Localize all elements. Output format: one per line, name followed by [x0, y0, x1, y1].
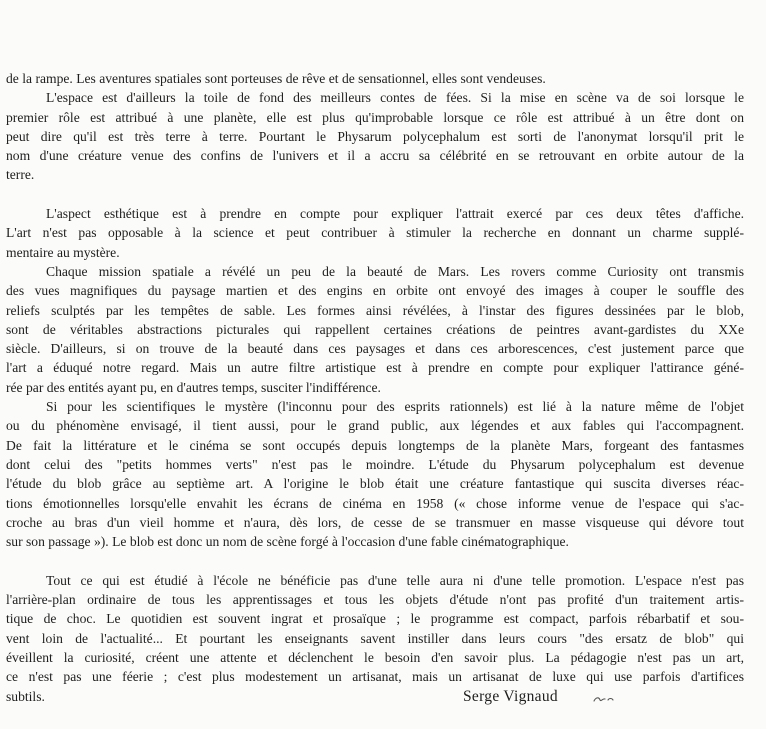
- text-line: peut dire qu'il est très terre à terre. Pourtant le Physarum polycephalum est sorti de l'anonymat lorsqu'il prit le: [6, 128, 744, 144]
- text-line: subtils.: [6, 688, 45, 704]
- text-line: L'aspect esthétique est à prendre en compte pour expliquer l'attrait exercé par ces deux têtes d'affiche.: [46, 206, 744, 222]
- text-line: rée par des entités ayant pu, en d'autres temps, susciter l'indifférence.: [6, 379, 381, 395]
- text-line: L'espace est d'ailleurs la toile de fond des meilleurs contes de fées. Si la mise en scène va de soi lorsque le: [46, 90, 744, 106]
- text-line: terre.: [6, 167, 35, 183]
- handwritten-mark-icon: [592, 693, 616, 705]
- text-line: De fait la littérature et le cinéma se sont occupés depuis longtemps de la planète Mars, forgeant des fantasmes: [6, 437, 744, 453]
- text-line: vent loin de l'actualité... Et pourtant les enseignants savent instiller dans leurs cours "des ersatz de blob" qui: [6, 630, 744, 646]
- text-line: l'étude du blob grâce au septième art. A l'origine le blob était une créature fantastique qui suscita diverses réac-: [6, 476, 744, 492]
- text-line: éveillent la curiosité, créent une attente et déclenchent le besoin d'en savoir plus. La pédagogie n'est pas un art,: [6, 649, 744, 665]
- text-line: nom d'une créature venue des confins de l'univers et il a accru sa célébrité en se retrouvant en orbite autour de la: [6, 148, 744, 164]
- text-line: ce n'est pas une féerie ; c'est plus modestement un artisanat, mais un artisanat de luxe qui use parfois d'artifices: [6, 669, 744, 685]
- text-line: siècle. D'ailleurs, si on trouve de la beauté dans ces paysages et dans ces arborescences, c'est justement parce que: [6, 341, 744, 357]
- text-line: des vues magnifiques du paysage martien et des engins en orbite ont envoyé des images à couper le souffle des: [6, 283, 744, 299]
- text-line: Chaque mission spatiale a révélé un peu de la beauté de Mars. Les rovers comme Curiosity ont transmis: [46, 263, 744, 279]
- text-line: Tout ce qui est étudié à l'école ne bénéficie pas d'une telle aura ni d'une telle promotion. L'espace n'est pas: [46, 572, 744, 588]
- author-signature: Serge Vignaud: [463, 688, 558, 705]
- text-line: Si pour les scientifiques le mystère (l'inconnu pour des esprits rationnels) est lié à la nature même de l'objet: [46, 399, 744, 415]
- text-line: l'arrière-plan ordinaire de tous les apprentissages et tous les objets d'étude n'ont pas profité d'un traitement artis-: [6, 592, 744, 608]
- paragraph-gap: [6, 551, 744, 570]
- text-line: de la rampe. Les aventures spatiales sont porteuses de rêve et de sensationnel, elles sont vendeuses.: [6, 71, 546, 86]
- text-line: L'art n'est pas opposable à la science et peut contribuer à stimuler la recherche en donnant un charme supplé-: [6, 225, 744, 241]
- text-line: sur son passage »). Le blob est donc un nom de scène forgé à l'occasion d'une fable cinématographique.: [6, 534, 569, 550]
- text-line: sont de véritables abstractions picturales qui rappellent certaines créations de peintres avant-gardistes du XXe: [6, 321, 744, 337]
- text-line: ou du phénomène envisagé, il tient aussi, pour le grand public, aux légendes et aux fables qui l'accompagnent.: [6, 418, 744, 434]
- text-line: croche au bras d'un vieil homme et n'aura, dès lors, de cesse de se transmuer en masse visqueuse qui dévore tout: [6, 514, 744, 530]
- text-line: tique de choc. Le quotidien est souvent ingrat et prosaïque ; le programme est compact, parfois rébarbatif et sou-: [6, 611, 744, 627]
- text-line: reliefs sculptés par les tempêtes de sable. Les formes ainsi révélées, à l'instar des figures dessinées par le blob,: [6, 302, 744, 318]
- text-line: dont celui des "petits hommes verts" n'est pas le moindre. L'étude du Physarum polycephalum est devenue: [6, 456, 744, 472]
- text-line: mentaire au mystère.: [6, 244, 120, 260]
- text-line: l'art a éduqué notre regard. Mais un autre filtre artistique est à prendre en compte pour expliquer l'attirance géné-: [6, 360, 744, 376]
- text-line: tions émotionnelles lorsqu'elle envahit les écrans de cinéma en 1958 (« chose informe venue de l'espace qui s'ac-: [6, 495, 744, 511]
- paragraph-gap: [6, 185, 744, 204]
- text-line: premier rôle est attribué à une planète, elle est plus qu'improbable lorsque ce rôle est attribué à un être dont on: [6, 109, 744, 125]
